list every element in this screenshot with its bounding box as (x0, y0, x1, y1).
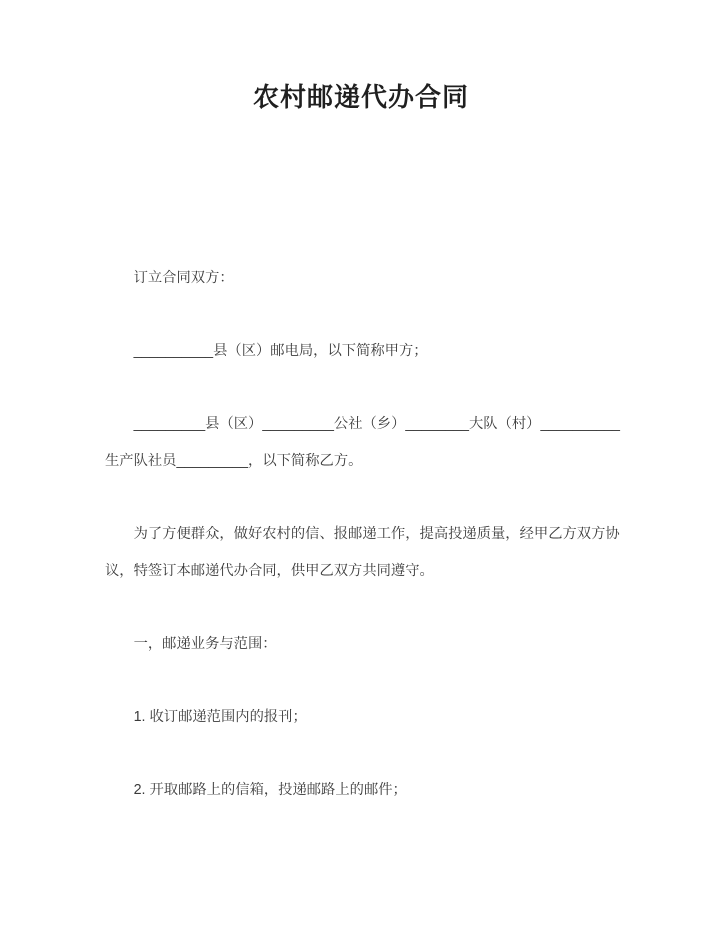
paragraph-line: _________县（区）_________公社（乡）________大队（村）__________ (133, 416, 620, 432)
purpose-clause (105, 516, 620, 590)
paragraph-line: 为了方便群众，做好农村的信、报邮递工作，提高投递质量，经甲乙方双方协 (133, 526, 620, 542)
document-title: 农村邮递代办合同 (252, 83, 469, 112)
paragraph-line: 议，特签订本邮递代办合同，供甲乙双方共同遵守。 (105, 563, 434, 579)
paragraph-line: 订立合同双方： (133, 270, 234, 286)
contract-parties-intro (105, 260, 617, 297)
paragraph-line: 一，邮递业务与范围： (133, 636, 277, 652)
paragraph-line: 2. 开取邮路上的信箱，投递邮路上的邮件； (133, 782, 407, 798)
paragraph-line: __________县（区）邮电局，以下简称甲方； (133, 343, 428, 359)
document-body (105, 260, 620, 809)
clause-item-2 (105, 772, 617, 809)
party-a-clause (105, 333, 617, 370)
paragraph-line: 1. 收订邮递范围内的报刊； (133, 709, 307, 725)
section-1-heading (105, 626, 617, 663)
clause-item-1 (105, 699, 617, 736)
paragraph-line: 生产队社员_________，以下简称乙方。 (105, 453, 363, 469)
party-b-clause (105, 406, 620, 480)
